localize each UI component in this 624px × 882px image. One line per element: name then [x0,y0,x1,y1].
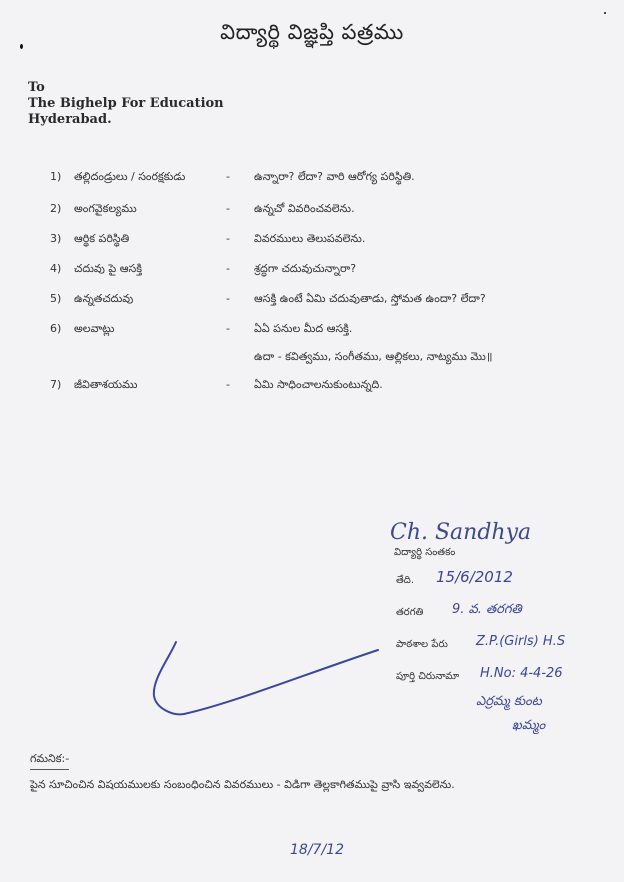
item-instruction: ఆసక్తి ఉంటే ఏమి చదువుతాడు, స్తోమత ఉందా? లేదా? [254,292,486,305]
date-label: తేది. [396,575,415,586]
item-instruction: ఏఏ పనుల మీద ఆసక్తి. [254,322,353,335]
signature: Ch. Sandhya [390,520,532,545]
item-label: అంగవైకల్యము [74,202,137,215]
address-value-line1: H.No: 4-4-26 [480,666,563,681]
address-value-line3: ఖమ్మం [512,718,546,733]
item-instruction: శ్రద్ధగా చదువుచున్నారా? [254,262,357,275]
signature-caption: విద్యార్థి సంతకం [394,547,456,558]
note-heading: గమనిక:- [30,752,69,770]
item-dash: - [226,322,230,335]
item-number: 1) [50,170,62,183]
item-label: ఉన్నతచదువు [74,292,134,305]
class-value: 9. వ. తరగతి [452,602,522,617]
form-title: విద్యార్థి విజ్ఞప్తి పత్రము [220,20,404,44]
date-value: 15/6/2012 [436,568,513,586]
item-example-text: ఉదా - కవిత్వము, సంగీతము, ఆల్లికలు, నాట్యము మొ॥ [254,350,493,363]
item-instruction: ఉన్నచో వివరించవలెను. [254,202,355,215]
address-value-line2: ఎర్రమ్మ కుంట [476,694,542,709]
item-dash: - [226,262,230,275]
address-line-org: The Bighelp For Education [28,96,224,111]
item-number: 6) [50,322,62,335]
item-label: తల్లిదండ్రులు / సంరక్షకుడు [74,170,186,183]
item-number: 5) [50,292,62,305]
item-dash: - [226,378,230,391]
item-label: ఆర్థిక పరిస్థితి [74,232,130,245]
received-date: 18/7/12 [290,842,344,858]
item-number: 7) [50,378,62,391]
item-label: చదువు పై ఆసక్తి [74,262,142,275]
address-line-to: To [28,80,45,95]
item-label: అలవాట్లు [74,322,115,335]
class-label: తరగతి [396,607,424,618]
school-value: Z.P.(Girls) H.S [476,634,566,649]
ink-speck [604,12,606,14]
item-number: 2) [50,202,62,215]
item-label: జీవితాశయము [74,378,138,391]
item-dash: - [226,202,230,215]
item-instruction: ఏమి సాధించాలనుకుంటున్నది. [254,378,383,391]
note-text: పైన సూచించిన విషయములకు సంబంధించిన వివరములు - విడిగా తెల్లకాగితముపై వ్రాసి ఇవ్వవలెను. [30,778,455,791]
school-label: పాఠశాల పేరు [396,639,448,650]
item-dash: - [226,170,230,183]
item-number: 4) [50,262,62,275]
item-instruction: వివరములు తెలుపవలెను. [254,232,366,245]
item-dash: - [226,292,230,305]
address-label: పూర్తి చిరునామా [396,671,460,682]
item-number: 3) [50,232,62,245]
item-instruction: ఉన్నారా? లేదా? వారి ఆరోగ్య పరిస్థితి. [254,170,415,183]
ink-speck [20,44,23,49]
item-dash: - [226,232,230,245]
address-line-city: Hyderabad. [28,112,112,127]
